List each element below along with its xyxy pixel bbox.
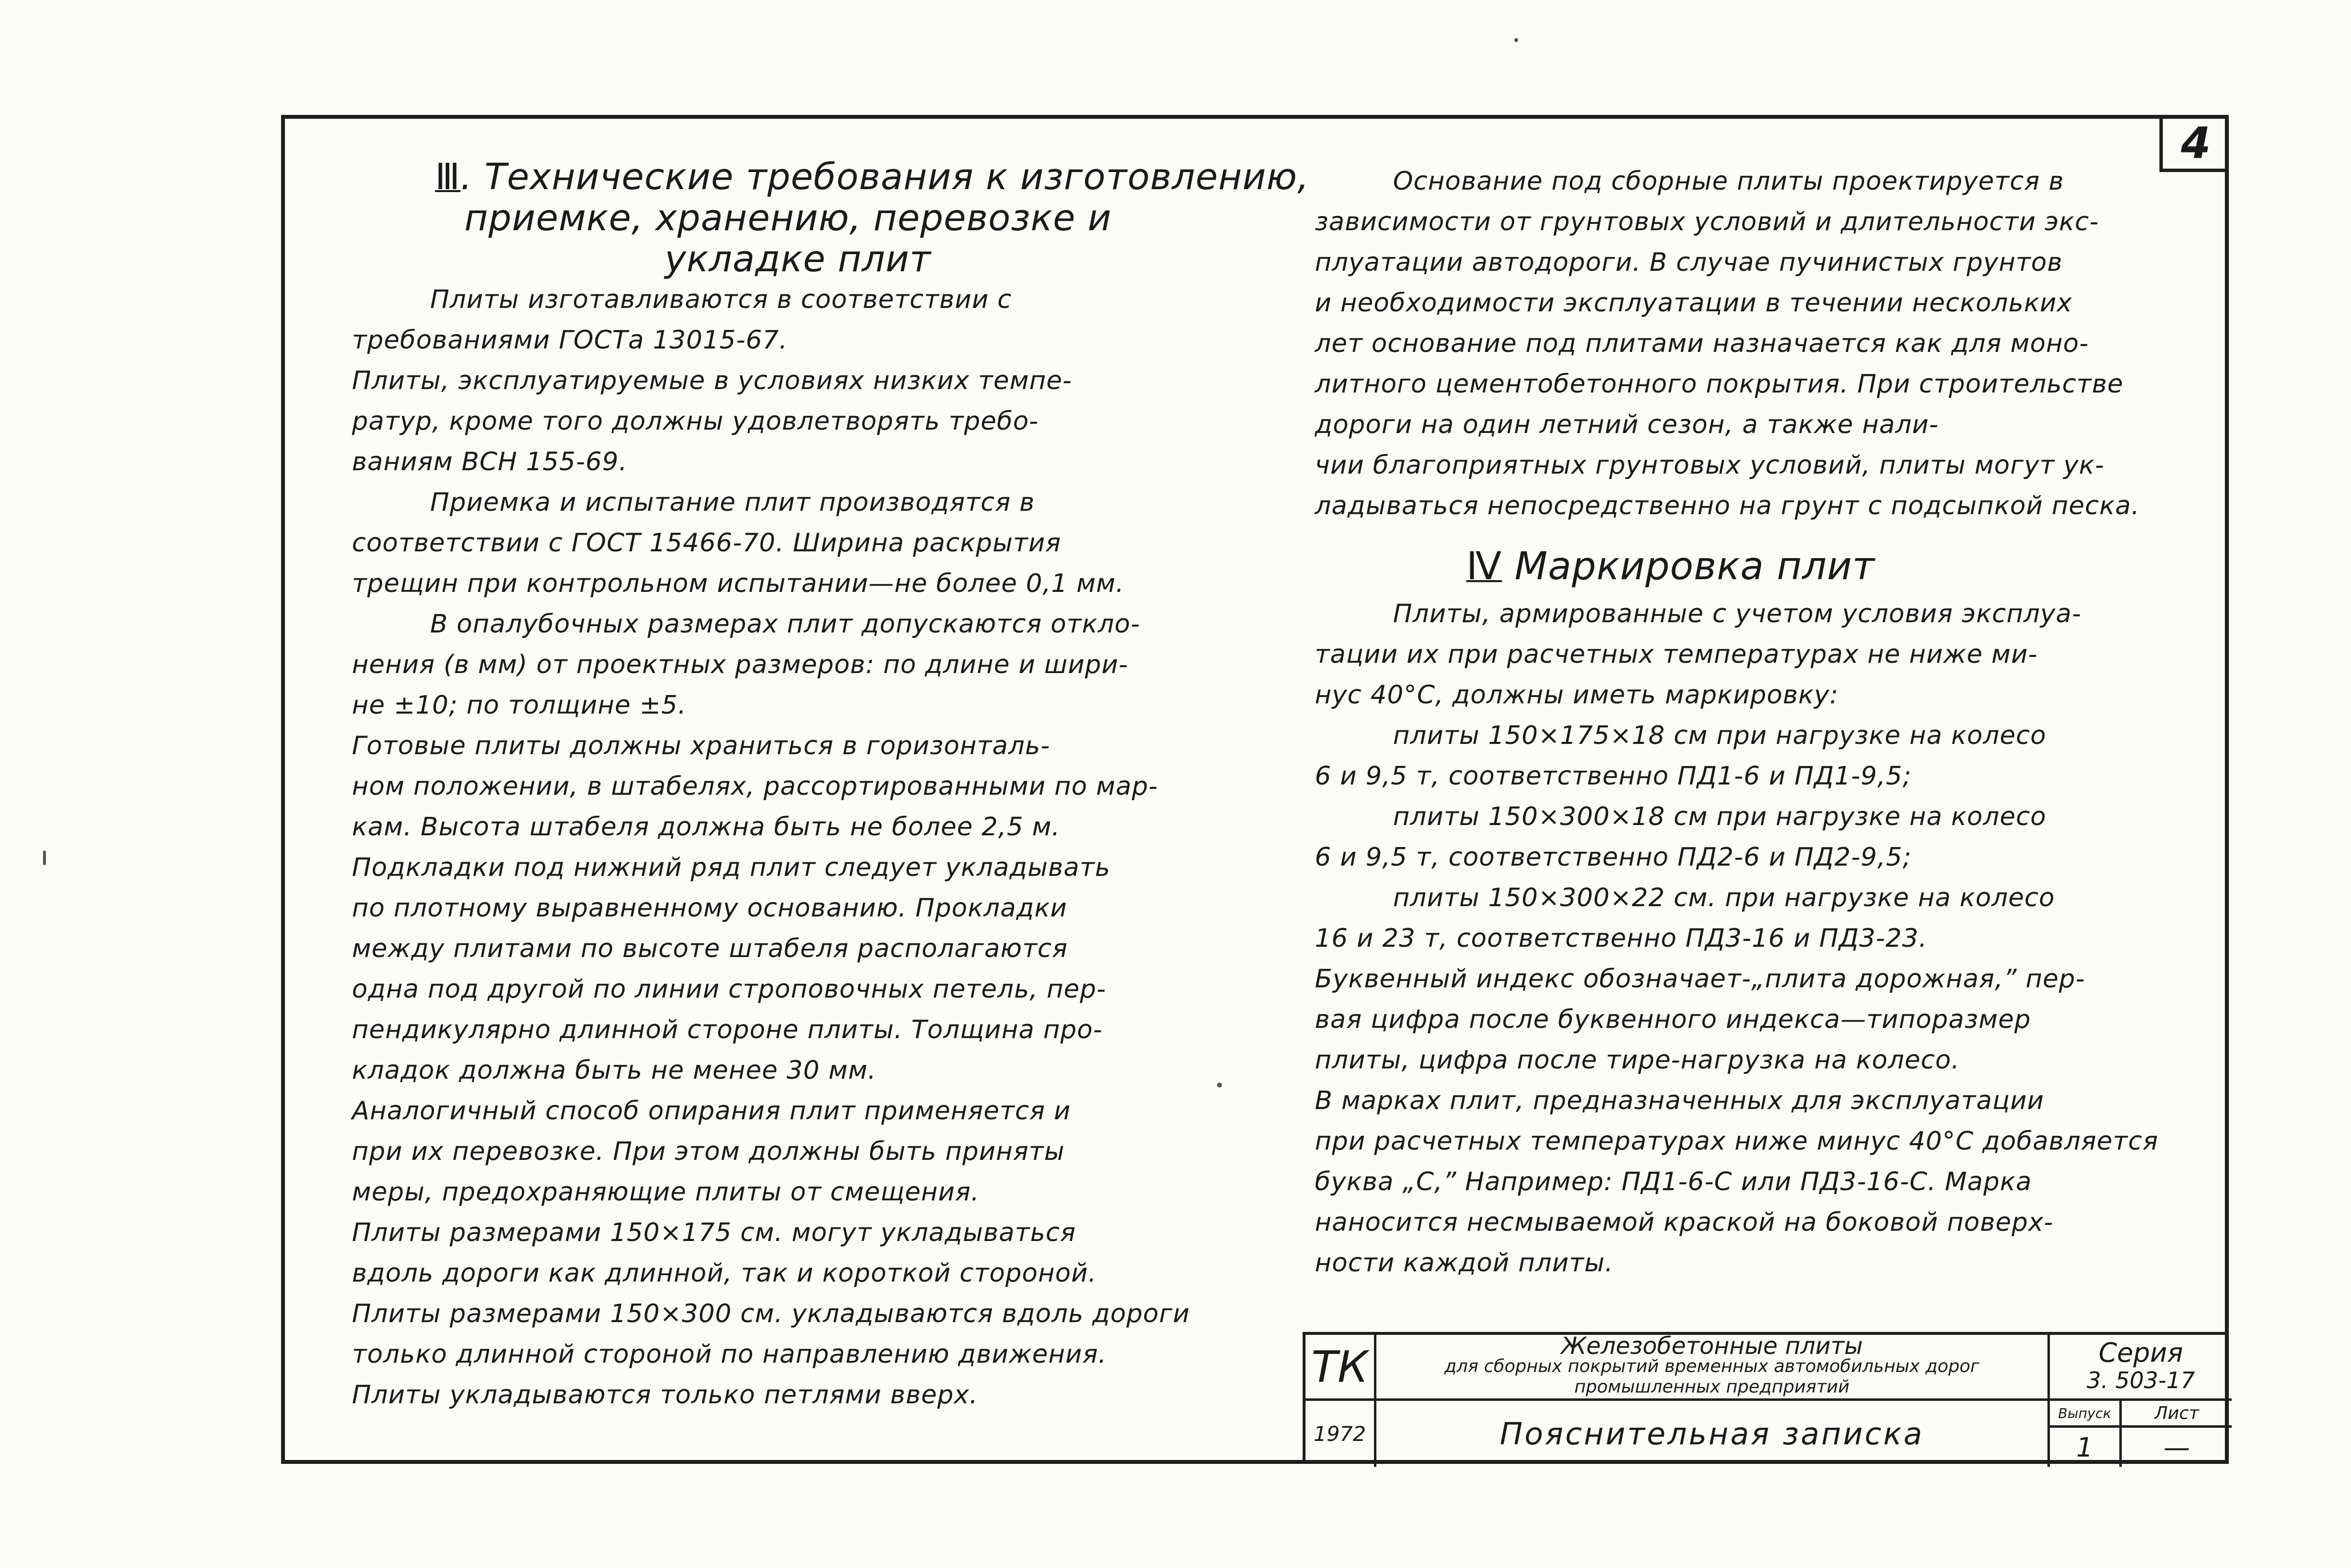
title: Железобетонные плиты [1561, 1332, 1863, 1360]
paragraph-line: Плиты, эксплуатируемые в условиях низких темпе- [352, 366, 1072, 395]
paragraph-line: Плиты укладываются только петлями вверх. [352, 1380, 978, 1410]
section-4-heading: Ⅳ Маркировка плит [1466, 544, 1875, 588]
sheet-number: 4 [2159, 117, 2229, 172]
paragraph-line: Плиты размерами 150×300 см. укладываются вдоль дороги [352, 1299, 1190, 1328]
paragraph-line: Аналогичный способ опирания плит применяется и [352, 1096, 1071, 1126]
paragraph-line: только длинной стороной по направлению движения. [352, 1340, 1107, 1369]
paragraph-line: меры, предохраняющие плиты от смещения. [352, 1177, 980, 1207]
code-cell: ТК [1311, 1341, 1369, 1392]
paragraph-line: нус 40°С, должны иметь маркировку: [1315, 680, 1839, 710]
paragraph-line: Плиты изготавливаются в соответствии с [430, 285, 1012, 314]
paragraph-line: трещин при контрольном испытании—не более 0,1 мм. [352, 569, 1125, 598]
issue-label: Выпуск [2058, 1405, 2112, 1421]
paragraph-line: не ±10; по толщине ±5. [352, 691, 687, 720]
paragraph-line: одна под другой по линии строповочных петель, пер- [352, 975, 1107, 1004]
paragraph-line: Приемка и испытание плит производятся в [430, 488, 1035, 517]
issue-value: 1 [2076, 1432, 2093, 1463]
paragraph-line: соответствии с ГОСТ 15466-70. Ширина раскрытия [352, 528, 1062, 558]
scan-speck [1217, 1083, 1222, 1088]
paragraph-line: буква „С,” Например: ПД1-6-С или ПД3-16-С. Марка [1315, 1167, 2032, 1197]
paragraph-line: В марках плит, предназначенных для эксплуатации [1315, 1086, 2045, 1115]
paragraph-line: В опалубочных размерах плит допускаются откло- [430, 610, 1140, 639]
paragraph-line: Готовые плиты должны храниться в горизонталь- [352, 731, 1050, 761]
sheet-value: — [2163, 1432, 2190, 1463]
section-3-heading-line-2: приемке, хранению, перевозке и [464, 197, 1112, 239]
paragraph-line: при их перевозке. При этом должны быть приняты [352, 1137, 1065, 1166]
paragraph-line: плиты, цифра после тире-нагрузка на колесо. [1315, 1045, 1960, 1075]
paragraph-line: между плитами по высоте штабеля располагаются [352, 934, 1068, 963]
section-3-heading-line-3: укладке плит [665, 238, 931, 280]
series-cell [2050, 1335, 2232, 1398]
left-paragraphs [352, 280, 1232, 1416]
paragraph-line: ратур, кроме того должны удовлетворять требо- [352, 407, 1039, 436]
paragraph-line: ладываться непосредственно на грунт с подсыпкой песка. [1315, 491, 2140, 521]
paragraph-line: Буквенный индекс обозначает-„плита дорожная,” пер- [1315, 964, 2085, 994]
paragraph-line: по плотному выравненному основанию. Прокладки [352, 893, 1067, 923]
paragraph-line: дороги на один летний сезон, а также нали- [1315, 410, 1939, 439]
paragraph-line: вдоль дороги как длинной, так и короткой стороной. [352, 1259, 1097, 1288]
paragraph-line: ном положении, в штабелях, рассортированными по мар- [352, 772, 1158, 801]
paragraph-line: ваниям ВСН 155-69. [352, 447, 628, 477]
paragraph-line: нения (в мм) от проектных размеров: по длине и шири- [352, 650, 1129, 679]
series-value: 3. 503-17 [2087, 1367, 2195, 1394]
marking-item-line: плиты 150×175×18 см при нагрузке на колесо [1393, 721, 2046, 750]
paragraph-line: лет основание под плитами назначается как для моно- [1315, 329, 2089, 358]
title-block [1303, 1332, 2229, 1464]
title-cell [1376, 1332, 2047, 1398]
paragraph-line: наносится несмываемой краской на боковой поверх- [1315, 1208, 2054, 1237]
paragraph-line: чии благоприятных грунтовых условий, плиты могут ук- [1315, 451, 2105, 480]
marking-items [1315, 716, 2209, 959]
marking-item-line: 6 и 9,5 т, соответственно ПД2-6 и ПД2-9,5; [1315, 843, 1912, 872]
paragraph-line: Подкладки под нижний ряд плит следует укладывать [352, 853, 1110, 882]
paragraph-line: тации их при расчетных температурах не ниже ми- [1315, 640, 2038, 669]
paragraph-line: Плиты, армированные с учетом условия эксплуа- [1393, 599, 2082, 629]
left-column [352, 156, 1309, 1416]
paragraph-line: пендикулярно длинной стороне плиты. Толщина про- [352, 1015, 1103, 1045]
marking-paragraph [1315, 594, 2209, 716]
paragraph-line: литного цементобетонного покрытия. При строительстве [1315, 370, 2124, 399]
paragraph-line: требованиями ГОСТа 13015-67. [352, 326, 788, 355]
marking-item-line: 6 и 9,5 т, соответственно ПД1-6 и ПД1-9,5; [1315, 762, 1912, 791]
paragraph-line: вая цифра после буквенного индекса—типоразмер [1315, 1005, 2031, 1034]
year-cell: 1972 [1313, 1422, 1366, 1446]
marking-item-line: плиты 150×300×18 см при нагрузке на колесо [1393, 802, 2046, 831]
subtitle-2: промышленных предприятий [1574, 1377, 1850, 1397]
paragraph-line: кам. Высота штабеля должна быть не более 2,5 м. [352, 812, 1061, 842]
scan-speck [43, 850, 46, 865]
section-3-heading-line-1: Ⅲ. Технические требования к изготовлению, [435, 156, 1309, 198]
subtitle-1: для сборных покрытий временных автомобильных дорог [1444, 1356, 1980, 1376]
paragraph-line: зависимости от грунтовых условий и длительности экс- [1315, 207, 2099, 237]
paragraph-line: Основание под сборные плиты проектируется в [1393, 167, 2064, 196]
sheet-label: Лист [2154, 1403, 2199, 1423]
paragraph-line: кладок должна быть не менее 30 мм. [352, 1056, 876, 1085]
index-note-paragraph [1315, 959, 2209, 1284]
scan-speck [1514, 38, 1518, 42]
paragraph-line: плуатации автодороги. В случае пучинистых грунтов [1315, 248, 2063, 277]
series-label: Серия [2098, 1337, 2183, 1368]
marking-item-line: 16 и 23 т, соответственно ПД3-16 и ПД3-23. [1315, 924, 1928, 953]
paragraph-line: ности каждой плиты. [1315, 1248, 1614, 1278]
foundation-paragraph [1315, 161, 2209, 526]
right-column [1315, 161, 2209, 1284]
marking-item-line: плиты 150×300×22 см. при нагрузке на колесо [1393, 883, 2055, 913]
paragraph-line: при расчетных температурах ниже минус 40°С добавляется [1315, 1127, 2158, 1156]
paragraph-line: и необходимости эксплуатации в течении нескольких [1315, 288, 2072, 318]
document-name: Пояснительная записка [1500, 1416, 1924, 1452]
paragraph-line: Плиты размерами 150×175 см. могут укладываться [352, 1218, 1076, 1247]
